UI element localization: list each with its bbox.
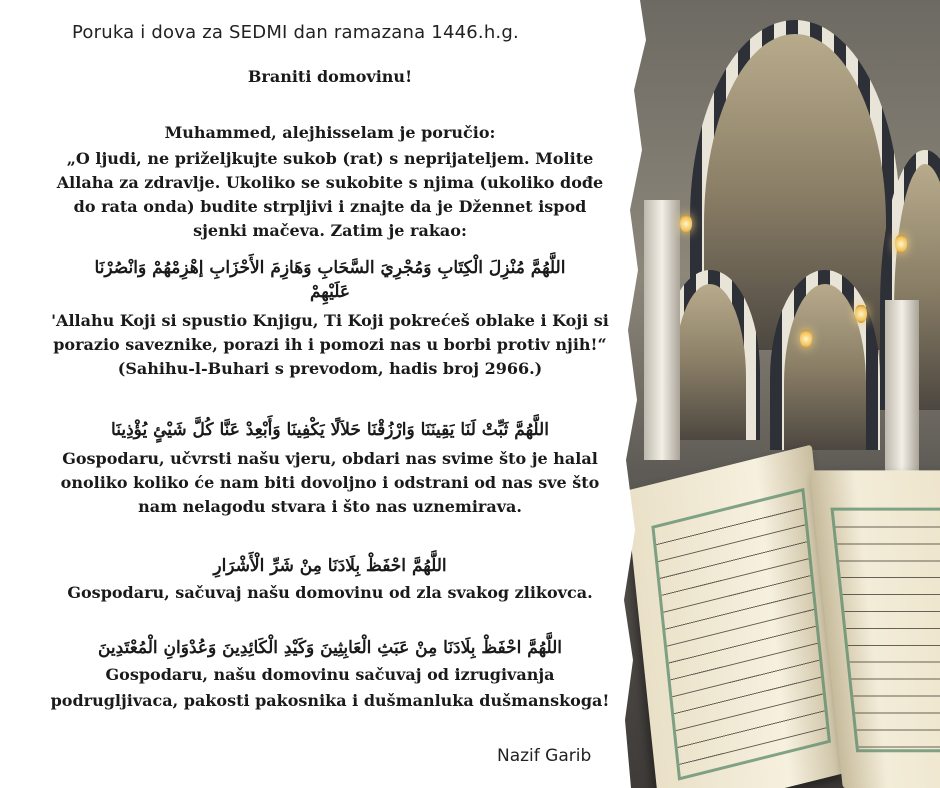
arabic-dua-1: عَلَيْهِمْ: [309, 282, 351, 302]
quote-line: Allaha za zdravlje. Ukoliko se sukobite s njima (ukoliko dođe: [56, 173, 604, 192]
arabic-dua-3: اللَّهُمَّ احْفَظْ بِلَادَنَا مِنْ شَرِّ الْأَشْرَارِ: [213, 556, 447, 576]
arabic-dua-4: اللَّهُمَّ احْفَظْ بِلَادَنَا مِنْ عَبَثِ الْعَابِثِينَ وَكَيْدِ الْكَائِدِينَ وَعُدْوَانِ الْمُعْتَدِينَ: [97, 638, 562, 658]
lamp-icon: [800, 330, 812, 348]
translation-line: Gospodaru, sačuvaj našu domovinu od zla svakog zlikovca.: [67, 583, 593, 602]
translation-line: porazio saveznike, porazi ih i pomozi nas u borbi protiv njih!“: [53, 335, 607, 354]
translation-line: 'Allahu Koji si spustio Knjigu, Ti Koji pokrećeš oblake i Koji si: [51, 311, 609, 330]
lamp-icon: [680, 215, 692, 233]
translation-line: nam nelagodu stvara i što nas uznemirava.: [138, 497, 522, 516]
hadith-reference: (Sahihu-l-Buhari s prevodom, hadis broj 2966.): [117, 359, 543, 378]
arabic-dua-1: اللَّهُمَّ مُنْزِلَ الْكِتَابِ وَمُجْرِيَ السَّحَابِ وَهَازِمَ الأَحْزَابِ إهْزِمْهُمْ وَانْصُرْنَا: [94, 258, 566, 278]
author-signature: Nazif Garib: [497, 746, 592, 766]
translation-line: onoliko koliko će nam biti dovoljno i odstrani od nas sve što: [60, 473, 600, 492]
lamp-icon: [895, 235, 907, 253]
translation-line: Gospodaru, našu domovinu sačuvaj od izrugivanja: [105, 665, 555, 684]
arabic-dua-2: اللَّهُمَّ ثَبِّتْ لَنَا يَقِينَنَا وَارْزُقْنَا حَلاَلًا يَكْفِينَا وَأَبْعِدْ عَنَّا كُلَّ شَيْئٍ يُؤْذِينَا: [111, 420, 549, 440]
quote-line: sjenki mačeva. Zatim je rakao:: [193, 221, 467, 240]
translation-line: podrugljivaca, pakosti pakosnika i dušmanluka dušmanskoga!: [50, 691, 610, 710]
header-title: Poruka i dova za SEDMI dan ramazana 1446.h.g.: [72, 22, 519, 43]
intro-line: Muhammed, alejhisselam je poručio:: [164, 123, 496, 142]
lamp-icon: [855, 305, 867, 323]
article-title: Braniti domovinu!: [247, 67, 413, 86]
quote-line: „O ljudi, ne priželjkujte sukob (rat) s neprijateljem. Molite: [66, 149, 594, 168]
quote-line: do rata onda) budite strpljivi i znajte da je Džennet ispod: [73, 197, 587, 216]
translation-line: Gospodaru, učvrsti našu vjeru, obdari nas svime što je halal: [62, 449, 598, 468]
page-text-left: [651, 488, 831, 781]
